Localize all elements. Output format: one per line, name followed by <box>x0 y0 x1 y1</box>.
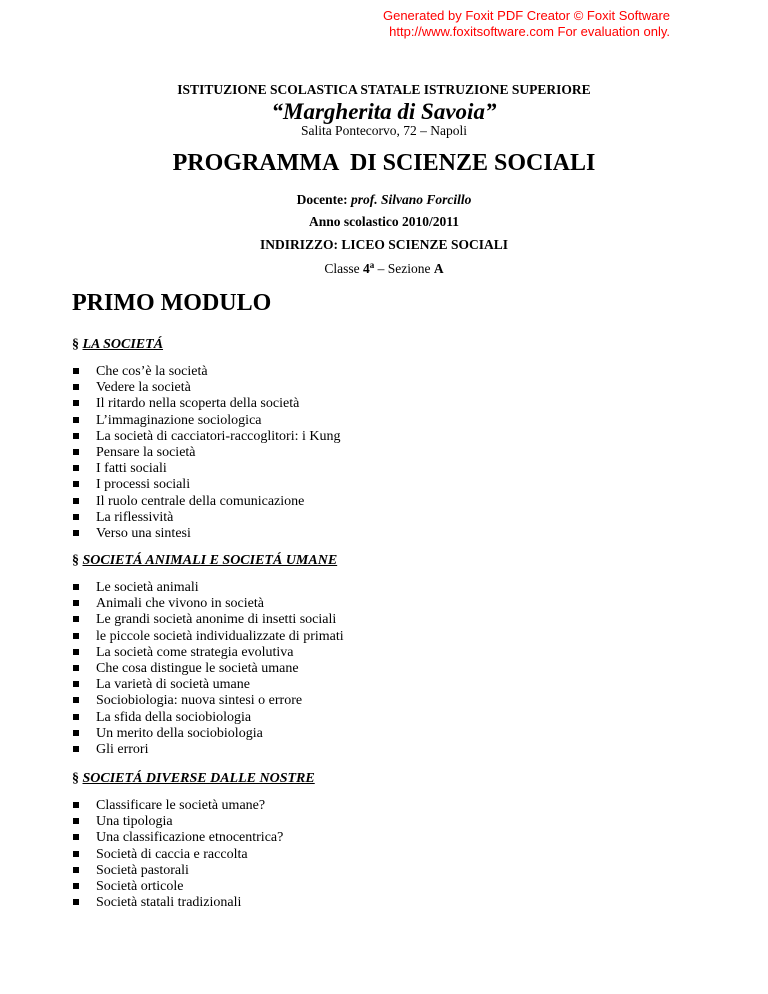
section-societa-diverse <box>72 770 712 911</box>
list-item-text: Classificare le società umane? <box>96 798 266 813</box>
list-item-text: La varietà di società umane <box>96 677 250 693</box>
section-societa-animali-umane <box>72 552 712 758</box>
list-item <box>72 693 712 709</box>
square-bullet-icon <box>73 400 79 406</box>
list-item <box>72 380 712 396</box>
teacher-label: Docente: <box>296 192 348 207</box>
square-bullet-icon <box>73 514 79 520</box>
list-item <box>72 396 712 412</box>
school-address: Salita Pontecorvo, 72 – Napoli <box>300 123 468 138</box>
square-bullet-icon <box>73 818 79 824</box>
section-title <box>72 770 712 788</box>
list-item-text: Società orticole <box>96 878 184 894</box>
square-bullet-icon <box>73 433 79 439</box>
list-item <box>72 494 712 510</box>
program-title: PROGRAMMA DI SCIENZE SOCIALI <box>172 150 596 176</box>
square-bullet-icon <box>73 899 79 905</box>
institution-name: ISTITUZIONE SCOLASTICA STATALE ISTRUZIONE SUPERIORE <box>177 82 591 97</box>
square-bullet-icon <box>73 730 79 736</box>
list-item-text: La riflessività <box>96 509 174 525</box>
list-item <box>72 830 712 846</box>
square-bullet-icon <box>73 746 79 752</box>
curriculum: INDIRIZZO: LICEO SCIENZE SOCIALI <box>260 237 508 252</box>
list-item-text: Una classificazione etnocentrica? <box>96 830 284 846</box>
list-item <box>72 863 712 879</box>
square-bullet-icon <box>73 665 79 671</box>
section-title-text: SOCIETÁ DIVERSE DALLE NOSTRE <box>82 771 315 786</box>
class-line <box>0 260 768 277</box>
list-item-text: Un merito della sociobiologia <box>96 725 263 741</box>
list-item <box>72 477 712 493</box>
square-bullet-icon <box>73 368 79 374</box>
section-symbol: § <box>72 771 79 786</box>
square-bullet-icon <box>73 530 79 536</box>
list-item <box>72 461 712 477</box>
square-bullet-icon <box>73 449 79 455</box>
list-item-text: La società come strategia evolutiva <box>96 644 294 660</box>
list-item <box>72 526 712 542</box>
topic-list <box>72 580 712 758</box>
list-item-text: Società statali tradizionali <box>96 895 242 911</box>
list-item-text: Sociobiologia: nuova sintesi o errore <box>96 693 303 709</box>
list-item-text: Società di caccia e raccolta <box>96 846 248 862</box>
teacher-name: prof. Silvano Forcillo <box>350 192 472 207</box>
evaluation-watermark <box>383 8 670 40</box>
square-bullet-icon <box>73 584 79 590</box>
section-la-societa <box>72 336 712 542</box>
section-title <box>72 336 712 354</box>
topic-list <box>72 798 712 911</box>
list-item <box>72 798 712 814</box>
section-title-text: LA SOCIETÁ <box>82 337 164 352</box>
square-bullet-icon <box>73 481 79 487</box>
list-item-text: Società pastorali <box>96 862 189 878</box>
list-item <box>72 596 712 612</box>
square-bullet-icon <box>73 714 79 720</box>
school-name: “Margherita di Savoia” <box>271 99 497 124</box>
list-item <box>72 661 712 677</box>
section-title-text: SOCIETÁ ANIMALI E SOCIETÁ UMANE <box>82 553 338 568</box>
square-bullet-icon <box>73 417 79 423</box>
list-item <box>72 364 712 380</box>
list-item <box>72 879 712 895</box>
square-bullet-icon <box>73 465 79 471</box>
module-title: PRIMO MODULO <box>72 290 272 316</box>
list-item-text: Vedere la società <box>96 380 191 396</box>
list-item <box>72 710 712 726</box>
list-item <box>72 645 712 661</box>
list-item-text: I processi sociali <box>96 477 191 493</box>
square-bullet-icon <box>73 834 79 840</box>
list-item-text: I fatti sociali <box>96 461 167 477</box>
section-letter: A <box>433 261 444 276</box>
list-item-text: Che cosa distingue le società umane <box>96 660 299 676</box>
school-year: Anno scolastico 2010/2011 <box>308 214 459 229</box>
list-item-text: L’immaginazione sociologica <box>96 412 262 428</box>
list-item-text: Verso una sintesi <box>96 525 191 541</box>
list-item-text: La sfida della sociobiologia <box>96 709 252 725</box>
watermark-line-2: http://www.foxitsoftware.com For evaluation only. <box>389 24 670 39</box>
square-bullet-icon <box>73 649 79 655</box>
list-item <box>72 580 712 596</box>
list-item-text: Gli errori <box>96 741 149 757</box>
square-bullet-icon <box>73 851 79 857</box>
list-item-text: Le società animali <box>96 580 199 595</box>
list-item-text: Pensare la società <box>96 444 196 460</box>
list-item-text: le piccole società individualizzate di primati <box>96 628 344 644</box>
list-item <box>72 814 712 830</box>
list-item <box>72 445 712 461</box>
section-label: – Sezione <box>377 261 431 276</box>
list-item-text: Una tipologia <box>96 814 173 830</box>
list-item <box>72 413 712 429</box>
topic-list <box>72 364 712 542</box>
square-bullet-icon <box>73 600 79 606</box>
list-item-text: Il ruolo centrale della comunicazione <box>96 493 305 509</box>
watermark-line-1: Generated by Foxit PDF Creator © Foxit Software <box>382 8 670 23</box>
list-item <box>72 847 712 863</box>
square-bullet-icon <box>73 616 79 622</box>
list-item-text: Che cos’è la società <box>96 364 208 379</box>
teacher-line <box>0 192 768 208</box>
list-item <box>72 742 712 758</box>
list-item <box>72 629 712 645</box>
square-bullet-icon <box>73 633 79 639</box>
list-item-text: Il ritardo nella scoperta della società <box>96 396 300 412</box>
list-item <box>72 895 712 911</box>
square-bullet-icon <box>73 802 79 808</box>
list-item <box>72 677 712 693</box>
square-bullet-icon <box>73 384 79 390</box>
square-bullet-icon <box>73 883 79 889</box>
list-item <box>72 726 712 742</box>
list-item-text: Animali che vivono in società <box>96 596 264 612</box>
class-number: 4$^a$ <box>363 260 375 276</box>
square-bullet-icon <box>73 867 79 873</box>
list-item <box>72 429 712 445</box>
list-item <box>72 612 712 628</box>
square-bullet-icon <box>73 697 79 703</box>
section-symbol: § <box>72 553 79 568</box>
square-bullet-icon <box>73 681 79 687</box>
list-item-text: La società di cacciatori-raccoglitori: i Kung <box>96 428 341 444</box>
section-title <box>72 552 712 570</box>
class-label: Classe <box>324 261 360 276</box>
list-item <box>72 510 712 526</box>
square-bullet-icon <box>73 498 79 504</box>
list-item-text: Le grandi società anonime di insetti sociali <box>96 612 337 628</box>
class-superscript: a <box>369 260 375 270</box>
section-symbol: § <box>72 337 79 352</box>
